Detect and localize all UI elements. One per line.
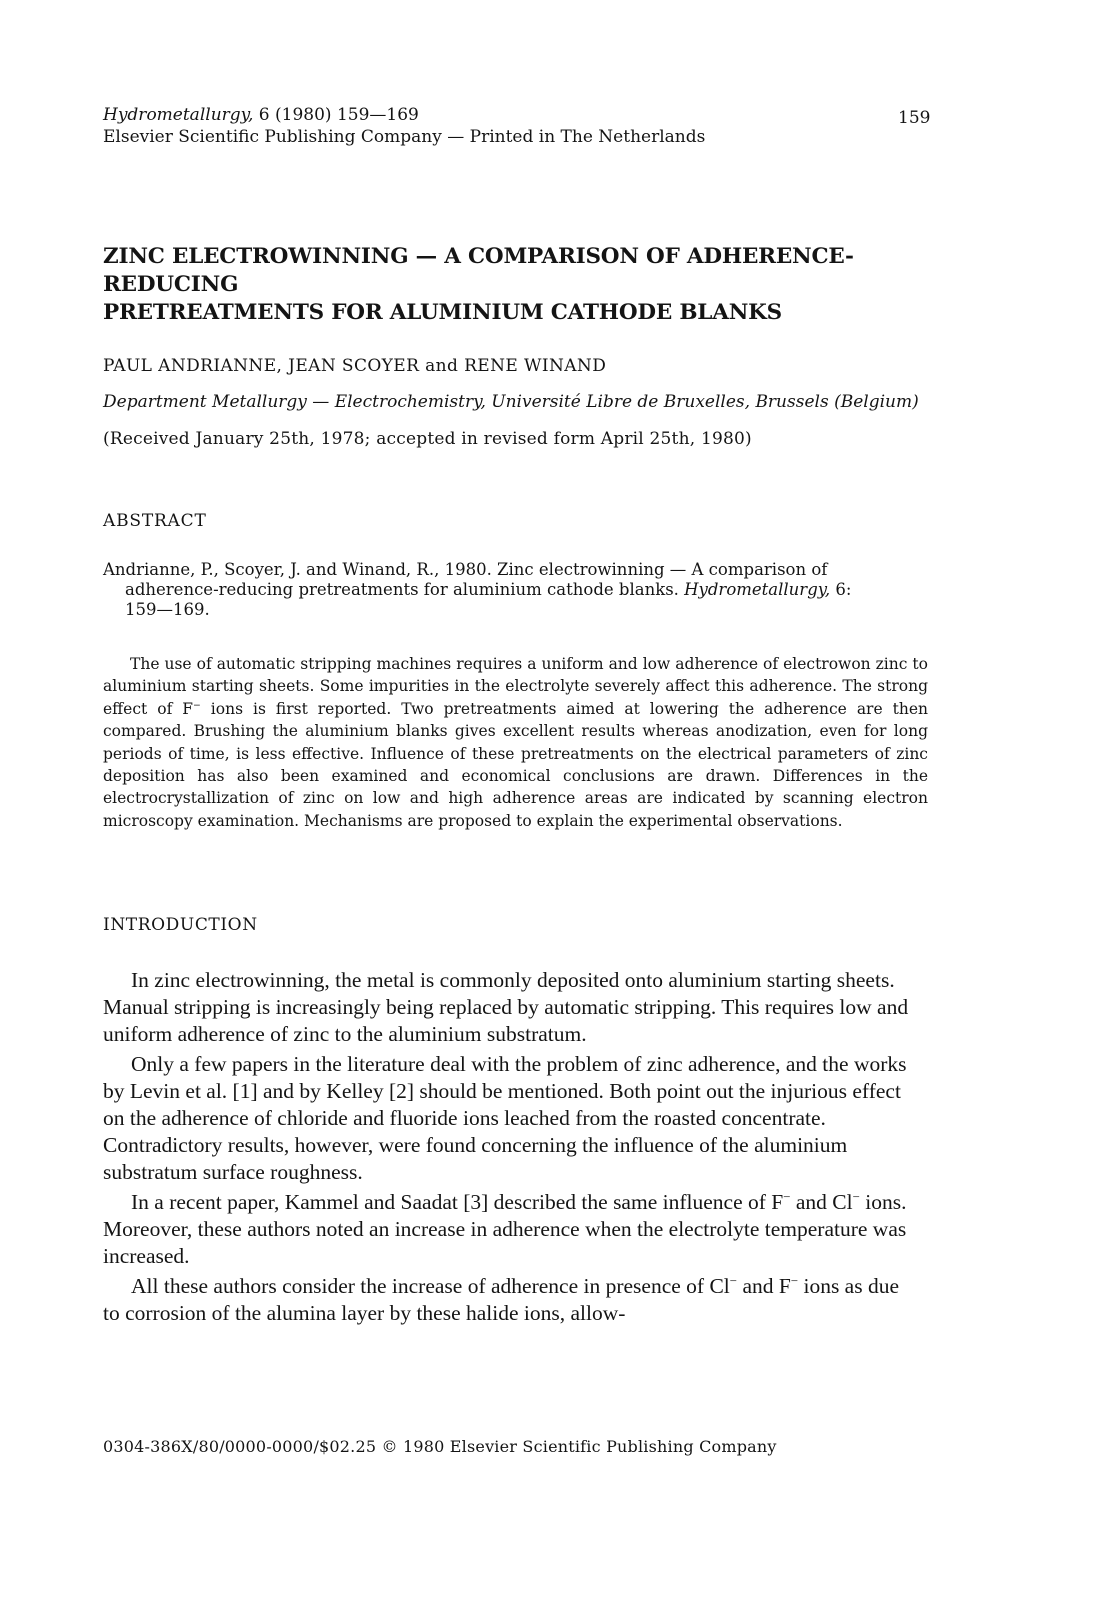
- publisher-line: Elsevier Scientific Publishing Company — Printed in The Netherlands: [103, 127, 706, 147]
- introduction-heading: INTRODUCTION: [103, 915, 258, 935]
- copyright-footer: 0304-386X/80/0000-0000/$02.25 © 1980 Elsevier Scientific Publishing Company: [103, 1437, 777, 1456]
- article-title: [103, 243, 983, 327]
- intro-paragraph-2: Only a few papers in the literature deal with the problem of zinc adherence, and the works by Levin et al. [1] and by Kelley [2] should be mentioned. Both point out the injurious effect on the adherence of chloride and fluoride ions leached from the roasted concentrate. Contradictory results, however, were found concerning the influence of the aluminium substratum surface roughness.: [103, 1052, 907, 1184]
- abstract-text-1: The use of automatic stripping machines requires a uniform and low adherence of electrowon zinc to aluminium starting sheets. Some impurities in the electrolyte severely affect this adherence. The strong effect of F: [103, 655, 928, 718]
- chloride-charge: −: [852, 1189, 860, 1204]
- chloride-charge: −: [729, 1273, 738, 1288]
- citation-journal: Hydrometallurgy,: [684, 580, 831, 599]
- p4-text-c: ions as due to corrosion of the alumina layer by these halide ions, allow-: [103, 1274, 900, 1325]
- author-list: PAUL ANDRIANNE, JEAN SCOYER and RENE WINAND: [103, 356, 607, 376]
- page-number: 159: [898, 108, 931, 128]
- abstract-heading: ABSTRACT: [103, 511, 207, 531]
- running-header: [103, 104, 705, 148]
- journal-citation: [103, 104, 705, 126]
- abstract-text-2: ions is first reported. Two pretreatments aimed at lowering the adherence are then compared. Brushing the aluminium blanks gives excellent results whereas anodization, even for long periods of time, is less effective. Influence of these pretreatments on the electrical parameters of zinc deposition has also been examined and economical conclusions are drawn. Differences in the electrocrystallization of zinc on low and high adherence areas are indicated by scanning electron microscopy examination. Mechanisms are proposed to explain the experimental observations.: [103, 699, 928, 830]
- title-line-1: ZINC ELECTROWINNING — A COMPARISON OF ADHERENCE-REDUCING: [103, 244, 854, 297]
- citation-title-rest: adherence-reducing pretreatments for aluminium cathode blanks.: [125, 580, 685, 599]
- p3-text-a: In a recent paper, Kammel and Saadat [3] described the same influence of F: [131, 1190, 784, 1214]
- abstract-citation: [103, 560, 933, 620]
- fluoride-charge: −: [193, 699, 201, 711]
- p3-text-b: and Cl: [790, 1190, 853, 1214]
- citation-continuation: [103, 580, 933, 620]
- citation-pages: 159—169.: [125, 600, 210, 619]
- intro-paragraph-1: In zinc electrowinning, the metal is commonly deposited onto aluminium starting sheets. Manual stripping is increasingly being replaced by automatic stripping. This requires low and uniform adherence of zinc to the aluminium substratum.: [103, 968, 909, 1046]
- journal-name: Hydrometallurgy,: [103, 105, 254, 125]
- citation-line-1: Andrianne, P., Scoyer, J. and Winand, R., 1980. Zinc electrowinning — A comparison of: [103, 560, 828, 579]
- intro-paragraph-4: [103, 1273, 921, 1327]
- abstract-body: [103, 653, 928, 832]
- intro-paragraph-3: [103, 1189, 921, 1270]
- fluoride-charge: −: [783, 1189, 791, 1204]
- volume-pages: 6 (1980) 159—169: [253, 105, 419, 125]
- title-line-2: PRETREATMENTS FOR ALUMINIUM CATHODE BLANKS: [103, 300, 782, 325]
- p4-text-a: All these authors consider the increase of adherence in presence of Cl: [131, 1274, 730, 1298]
- received-dates: (Received January 25th, 1978; accepted in revised form April 25th, 1980): [103, 429, 752, 449]
- p4-text-b: and F: [737, 1274, 791, 1298]
- p3-text-c: ions. Moreover, these authors noted an increase in adherence when the electrolyte temperature was increased.: [103, 1190, 907, 1268]
- affiliation: Department Metallurgy — Electrochemistry, Université Libre de Bruxelles, Brussels (Belgium): [103, 392, 919, 412]
- fluoride-charge: −: [790, 1273, 799, 1288]
- introduction-body: [103, 967, 921, 1330]
- citation-volume: 6:: [830, 580, 852, 599]
